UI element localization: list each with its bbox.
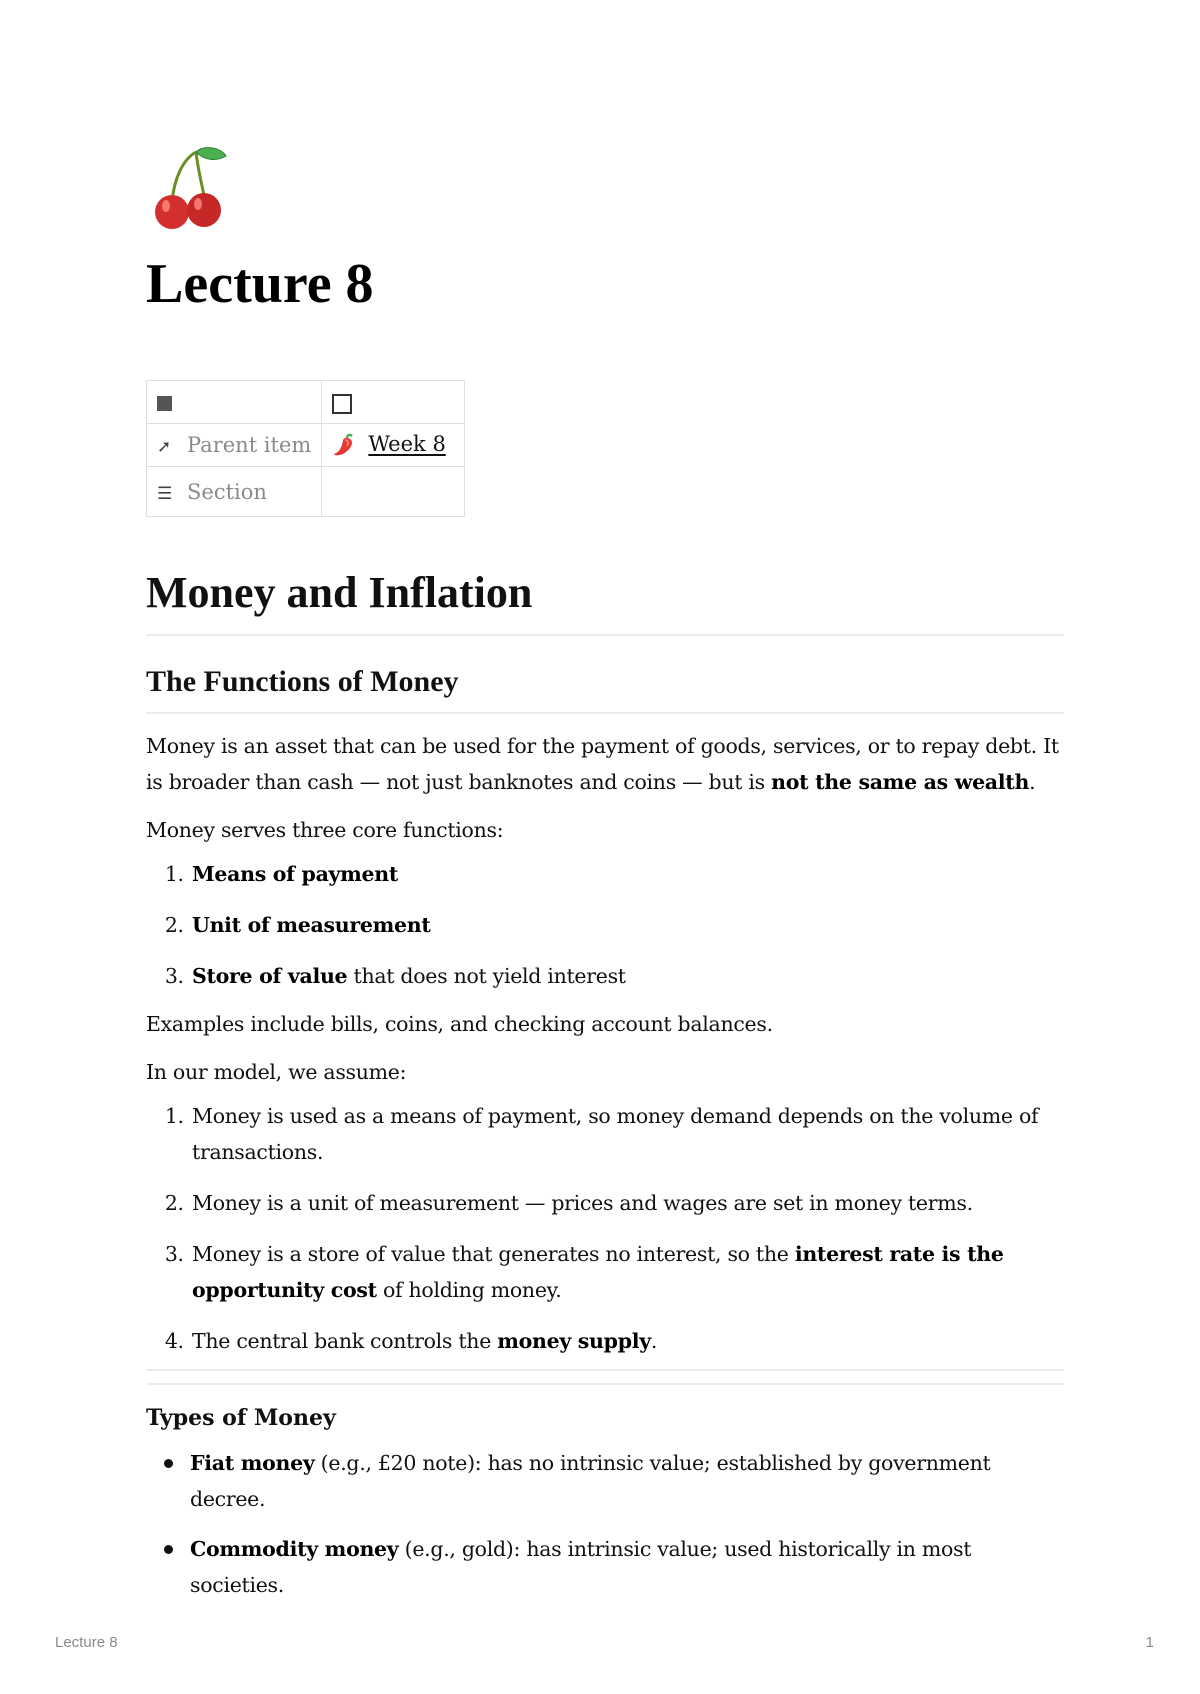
property-key-label: Section bbox=[187, 479, 267, 504]
property-row bbox=[147, 381, 465, 424]
arrow-up-right-icon: ➚ bbox=[157, 437, 172, 457]
examples-paragraph: Examples include bills, coins, and checking account balances. bbox=[146, 1012, 773, 1036]
property-key[interactable] bbox=[147, 381, 322, 424]
types-heading: Types of Money bbox=[146, 1405, 336, 1431]
document-body bbox=[146, 566, 1064, 1617]
types-list bbox=[146, 1445, 1064, 1603]
model-intro: In our model, we assume: bbox=[146, 1060, 407, 1084]
chili-pepper-icon bbox=[332, 432, 358, 458]
list-item: 2. Unit of measurement bbox=[190, 907, 1064, 943]
checkbox-empty-icon[interactable] bbox=[332, 394, 352, 414]
property-key[interactable] bbox=[147, 467, 322, 517]
properties-table bbox=[146, 380, 465, 517]
functions-list bbox=[146, 856, 1064, 994]
list-item: 3. Store of value that does not yield interest bbox=[190, 958, 1064, 994]
assumptions-list bbox=[146, 1098, 1064, 1359]
property-value[interactable] bbox=[322, 467, 465, 517]
page-number: 1 bbox=[1145, 1634, 1154, 1651]
property-key-label: Parent item bbox=[187, 433, 312, 457]
intro-paragraph: Money is an asset that can be used for the payment of goods, services, or to repay debt. It is broader than cash — not just banknotes and coins — but is not the same as wealth. bbox=[146, 734, 1059, 794]
list-icon: ☰ bbox=[157, 483, 173, 504]
square-filled-icon bbox=[157, 396, 172, 411]
list-item: 2. Money is a unit of measurement — prices and wages are set in money terms. bbox=[190, 1185, 1064, 1221]
list-item: 1. Money is used as a means of payment, so money demand depends on the volume of transactions. bbox=[190, 1098, 1064, 1170]
divider bbox=[146, 1369, 1064, 1385]
section-heading: Money and Inflation bbox=[146, 566, 1064, 636]
list-item: 1. Means of payment bbox=[190, 856, 1064, 892]
parent-item-link[interactable]: Week 8 bbox=[368, 431, 446, 456]
property-row-section bbox=[147, 467, 465, 517]
property-value[interactable] bbox=[322, 424, 465, 467]
property-key[interactable] bbox=[147, 424, 322, 467]
list-item: Commodity money (e.g., gold): has intrinsic value; used historically in most societies. bbox=[190, 1531, 1064, 1603]
cherry-icon bbox=[152, 146, 228, 232]
list-item: 3. Money is a store of value that generates no interest, so the interest rate is the opportunity cost of holding money. bbox=[190, 1236, 1064, 1308]
page-title: Lecture 8 bbox=[146, 253, 374, 315]
subsection-heading: The Functions of Money bbox=[146, 662, 1064, 714]
footer-title: Lecture 8 bbox=[55, 1634, 118, 1651]
list-item: Fiat money (e.g., £20 note): has no intrinsic value; established by government decree. bbox=[190, 1445, 1064, 1517]
property-row-parent-item bbox=[147, 424, 465, 467]
list-item: 4. The central bank controls the money supply. bbox=[190, 1323, 1064, 1359]
property-value[interactable] bbox=[322, 381, 465, 424]
functions-intro: Money serves three core functions: bbox=[146, 818, 504, 842]
